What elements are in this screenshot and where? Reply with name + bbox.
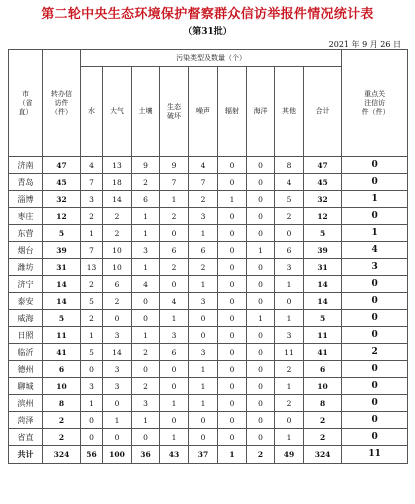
cell-soil: 6: [132, 191, 160, 208]
cell-other: 2: [275, 361, 304, 378]
cell-key-focus: 0: [342, 378, 408, 395]
cell-soil: 2: [132, 174, 160, 191]
cell-transferred: 2: [43, 412, 81, 429]
cell-air: 2: [103, 293, 132, 310]
cell-transferred: 12: [43, 208, 81, 225]
table-row: [9, 310, 408, 327]
cell-ocean: 2: [247, 446, 275, 464]
cell-key-focus: 0: [342, 412, 408, 429]
cell-key-focus: 1: [342, 191, 408, 208]
cell-other: 6: [275, 242, 304, 259]
header-soil: 土壤: [132, 67, 160, 157]
cell-ecology: 2: [160, 208, 189, 225]
document-title: 第二轮中央生态环境保护督察群众信访举报件情况统计表: [41, 7, 374, 22]
cell-key-focus: 0: [342, 208, 408, 225]
cell-soil: 1: [132, 225, 160, 242]
cell-water: 2: [81, 310, 103, 327]
cell-ocean: 0: [247, 208, 275, 225]
cell-transferred: 5: [43, 225, 81, 242]
cell-air: 3: [103, 378, 132, 395]
cell-water: 7: [81, 174, 103, 191]
cell-water: 2: [81, 276, 103, 293]
cell-transferred: 47: [43, 157, 81, 174]
cell-radiation: 0: [218, 157, 247, 174]
cell-soil: 1: [132, 412, 160, 429]
cell-soil: 9: [132, 157, 160, 174]
cell-transferred: 14: [43, 276, 81, 293]
cell-soil: 0: [132, 310, 160, 327]
cell-soil: 2: [132, 378, 160, 395]
header-total: 合计: [304, 67, 342, 157]
cell-city: 泰安: [9, 293, 43, 310]
cell-city: 菏泽: [9, 412, 43, 429]
cell-other: 1: [275, 378, 304, 395]
header-noise: 噪声: [189, 67, 218, 157]
header-key-focus: 重点关注信访件（件）: [342, 50, 408, 157]
cell-radiation: 0: [218, 208, 247, 225]
cell-ocean: 0: [247, 276, 275, 293]
cell-noise: 0: [189, 412, 218, 429]
table-row: [9, 174, 408, 191]
cell-ocean: 0: [247, 174, 275, 191]
cell-ocean: 0: [247, 412, 275, 429]
cell-ocean: 0: [247, 191, 275, 208]
report-date: 2021 年 9 月 26 日: [328, 40, 401, 49]
cell-other: 49: [275, 446, 304, 464]
cell-ecology: 0: [160, 378, 189, 395]
cell-transferred: 8: [43, 395, 81, 412]
cell-transferred: 11: [43, 327, 81, 344]
cell-ecology: 4: [160, 293, 189, 310]
cell-ocean: 0: [247, 259, 275, 276]
cell-key-focus: 1: [342, 225, 408, 242]
cell-other: 3: [275, 259, 304, 276]
cell-ecology: 3: [160, 327, 189, 344]
cell-noise: 1: [189, 378, 218, 395]
cell-water: 5: [81, 293, 103, 310]
cell-city: 青岛: [9, 174, 43, 191]
table-row: [9, 276, 408, 293]
cell-noise: 3: [189, 293, 218, 310]
cell-key-focus: 0: [342, 327, 408, 344]
cell-total: 14: [304, 293, 342, 310]
table-row: [9, 157, 408, 174]
cell-air: 3: [103, 361, 132, 378]
cell-city: 滨州: [9, 395, 43, 412]
cell-city: 济南: [9, 157, 43, 174]
cell-transferred: 14: [43, 293, 81, 310]
cell-total: 10: [304, 378, 342, 395]
cell-total: 2: [304, 412, 342, 429]
cell-water: 0: [81, 412, 103, 429]
cell-city: 省直: [9, 429, 43, 446]
cell-air: 0: [103, 310, 132, 327]
cell-radiation: 0: [218, 361, 247, 378]
cell-radiation: 0: [218, 293, 247, 310]
cell-ecology: 0: [160, 276, 189, 293]
cell-ecology: 43: [160, 446, 189, 464]
cell-total: 5: [304, 225, 342, 242]
cell-air: 0: [103, 429, 132, 446]
cell-noise: 3: [189, 208, 218, 225]
cell-water: 3: [81, 378, 103, 395]
cell-water: 5: [81, 344, 103, 361]
cell-ecology: 1: [160, 429, 189, 446]
cell-city: 德州: [9, 361, 43, 378]
cell-soil: 0: [132, 361, 160, 378]
cell-radiation: 0: [218, 344, 247, 361]
cell-total: 6: [304, 361, 342, 378]
cell-total: 8: [304, 395, 342, 412]
cell-ecology: 6: [160, 344, 189, 361]
table-row: [9, 395, 408, 412]
cell-ocean: 0: [247, 429, 275, 446]
cell-air: 14: [103, 191, 132, 208]
cell-ocean: 0: [247, 293, 275, 310]
cell-total: 41: [304, 344, 342, 361]
batch-number: （第31批）: [183, 27, 232, 37]
cell-noise: 3: [189, 344, 218, 361]
header-air: 大气: [103, 67, 132, 157]
cell-key-focus: 0: [342, 157, 408, 174]
cell-transferred: 45: [43, 174, 81, 191]
cell-noise: 37: [189, 446, 218, 464]
cell-soil: 1: [132, 327, 160, 344]
header-pollution-group: 污染类型及数量（个）: [81, 50, 342, 67]
cell-soil: 3: [132, 242, 160, 259]
cell-other: 1: [275, 310, 304, 327]
cell-city: 枣庄: [9, 208, 43, 225]
table-body: [9, 157, 408, 464]
cell-radiation: 0: [218, 378, 247, 395]
cell-city: 共计: [9, 446, 43, 464]
table-row: [9, 344, 408, 361]
cell-ecology: 9: [160, 157, 189, 174]
cell-total: 324: [304, 446, 342, 464]
cell-key-focus: 11: [342, 446, 408, 464]
table-row: [9, 429, 408, 446]
cell-noise: 6: [189, 242, 218, 259]
cell-city: 聊城: [9, 378, 43, 395]
cell-air: 10: [103, 259, 132, 276]
cell-other: 0: [275, 293, 304, 310]
total-row: [9, 446, 408, 464]
cell-transferred: 6: [43, 361, 81, 378]
cell-ocean: 0: [247, 344, 275, 361]
cell-water: 1: [81, 225, 103, 242]
cell-transferred: 324: [43, 446, 81, 464]
cell-noise: 0: [189, 310, 218, 327]
header-city: 市（省直）: [9, 50, 43, 157]
cell-ecology: 0: [160, 225, 189, 242]
cell-radiation: 1: [218, 191, 247, 208]
cell-water: 3: [81, 191, 103, 208]
table-row: [9, 361, 408, 378]
cell-other: 1: [275, 276, 304, 293]
cell-soil: 2: [132, 344, 160, 361]
cell-ecology: 6: [160, 242, 189, 259]
header-other: 其他: [275, 67, 304, 157]
cell-other: 2: [275, 395, 304, 412]
cell-key-focus: 0: [342, 310, 408, 327]
cell-transferred: 32: [43, 191, 81, 208]
table-row: [9, 293, 408, 310]
cell-noise: 2: [189, 191, 218, 208]
header-ocean: 海洋: [247, 67, 275, 157]
cell-noise: 2: [189, 259, 218, 276]
cell-soil: 4: [132, 276, 160, 293]
cell-ecology: 1: [160, 191, 189, 208]
cell-transferred: 5: [43, 310, 81, 327]
cell-soil: 3: [132, 395, 160, 412]
cell-air: 13: [103, 157, 132, 174]
cell-water: 0: [81, 361, 103, 378]
cell-ocean: 0: [247, 225, 275, 242]
cell-noise: 1: [189, 276, 218, 293]
cell-ocean: 0: [247, 361, 275, 378]
cell-noise: 1: [189, 361, 218, 378]
cell-key-focus: 4: [342, 242, 408, 259]
cell-key-focus: 0: [342, 395, 408, 412]
cell-transferred: 31: [43, 259, 81, 276]
cell-total: 39: [304, 242, 342, 259]
cell-other: 0: [275, 225, 304, 242]
cell-air: 14: [103, 344, 132, 361]
cell-ocean: 0: [247, 395, 275, 412]
cell-ocean: 1: [247, 310, 275, 327]
cell-other: 4: [275, 174, 304, 191]
cell-radiation: 0: [218, 242, 247, 259]
cell-transferred: 41: [43, 344, 81, 361]
cell-total: 32: [304, 191, 342, 208]
table-row: [9, 225, 408, 242]
cell-transferred: 10: [43, 378, 81, 395]
cell-other: 5: [275, 191, 304, 208]
cell-air: 2: [103, 225, 132, 242]
cell-water: 4: [81, 157, 103, 174]
header-transferred: 转办信访件（件）: [43, 50, 81, 157]
cell-city: 日照: [9, 327, 43, 344]
table-row: [9, 412, 408, 429]
cell-soil: 0: [132, 429, 160, 446]
cell-water: 56: [81, 446, 103, 464]
cell-total: 11: [304, 327, 342, 344]
cell-radiation: 0: [218, 174, 247, 191]
cell-other: 0: [275, 412, 304, 429]
cell-key-focus: 0: [342, 174, 408, 191]
cell-water: 2: [81, 208, 103, 225]
table-row: [9, 208, 408, 225]
cell-total: 47: [304, 157, 342, 174]
cell-other: 8: [275, 157, 304, 174]
cell-radiation: 1: [218, 446, 247, 464]
cell-soil: 1: [132, 259, 160, 276]
cell-city: 淄博: [9, 191, 43, 208]
cell-other: 3: [275, 327, 304, 344]
cell-city: 东营: [9, 225, 43, 242]
cell-noise: 0: [189, 429, 218, 446]
cell-soil: 0: [132, 293, 160, 310]
cell-city: 烟台: [9, 242, 43, 259]
cell-transferred: 39: [43, 242, 81, 259]
cell-air: 6: [103, 276, 132, 293]
cell-water: 0: [81, 429, 103, 446]
cell-air: 0: [103, 395, 132, 412]
cell-water: 1: [81, 395, 103, 412]
cell-radiation: 0: [218, 395, 247, 412]
cell-other: 1: [275, 429, 304, 446]
cell-transferred: 2: [43, 429, 81, 446]
cell-ecology: 2: [160, 259, 189, 276]
cell-radiation: 0: [218, 225, 247, 242]
cell-soil: 1: [132, 208, 160, 225]
cell-air: 100: [103, 446, 132, 464]
cell-air: 1: [103, 412, 132, 429]
cell-total: 45: [304, 174, 342, 191]
header-water: 水: [81, 67, 103, 157]
cell-total: 14: [304, 276, 342, 293]
cell-ocean: 0: [247, 157, 275, 174]
table-row: [9, 259, 408, 276]
cell-noise: 0: [189, 327, 218, 344]
cell-noise: 1: [189, 395, 218, 412]
cell-air: 18: [103, 174, 132, 191]
cell-key-focus: 2: [342, 344, 408, 361]
cell-water: 1: [81, 327, 103, 344]
cell-key-focus: 0: [342, 361, 408, 378]
header-radiation: 辐射: [218, 67, 247, 157]
cell-radiation: 0: [218, 327, 247, 344]
cell-total: 5: [304, 310, 342, 327]
cell-ocean: 1: [247, 242, 275, 259]
cell-total: 12: [304, 208, 342, 225]
cell-ecology: 0: [160, 412, 189, 429]
cell-total: 31: [304, 259, 342, 276]
cell-other: 11: [275, 344, 304, 361]
cell-radiation: 0: [218, 310, 247, 327]
cell-radiation: 0: [218, 276, 247, 293]
cell-radiation: 0: [218, 259, 247, 276]
cell-city: 济宁: [9, 276, 43, 293]
cell-noise: 4: [189, 157, 218, 174]
cell-air: 3: [103, 327, 132, 344]
cell-total: 2: [304, 429, 342, 446]
cell-radiation: 0: [218, 429, 247, 446]
cell-noise: 1: [189, 225, 218, 242]
cell-key-focus: 0: [342, 276, 408, 293]
table-row: [9, 191, 408, 208]
header-ecology: 生态破坏: [160, 67, 189, 157]
cell-air: 2: [103, 208, 132, 225]
table-row: [9, 327, 408, 344]
cell-ecology: 7: [160, 174, 189, 191]
table-row: [9, 242, 408, 259]
cell-city: 临沂: [9, 344, 43, 361]
cell-radiation: 0: [218, 412, 247, 429]
cell-ecology: 0: [160, 361, 189, 378]
cell-ecology: 1: [160, 310, 189, 327]
cell-city: 潍坊: [9, 259, 43, 276]
cell-key-focus: 3: [342, 259, 408, 276]
cell-soil: 36: [132, 446, 160, 464]
cell-city: 威海: [9, 310, 43, 327]
cell-other: 2: [275, 208, 304, 225]
cell-key-focus: 0: [342, 429, 408, 446]
cell-water: 13: [81, 259, 103, 276]
cell-air: 10: [103, 242, 132, 259]
cell-noise: 7: [189, 174, 218, 191]
cell-ocean: 0: [247, 378, 275, 395]
cell-water: 7: [81, 242, 103, 259]
statistics-table: [8, 49, 408, 464]
cell-key-focus: 0: [342, 293, 408, 310]
table-row: [9, 378, 408, 395]
cell-ocean: 0: [247, 327, 275, 344]
cell-ecology: 1: [160, 395, 189, 412]
